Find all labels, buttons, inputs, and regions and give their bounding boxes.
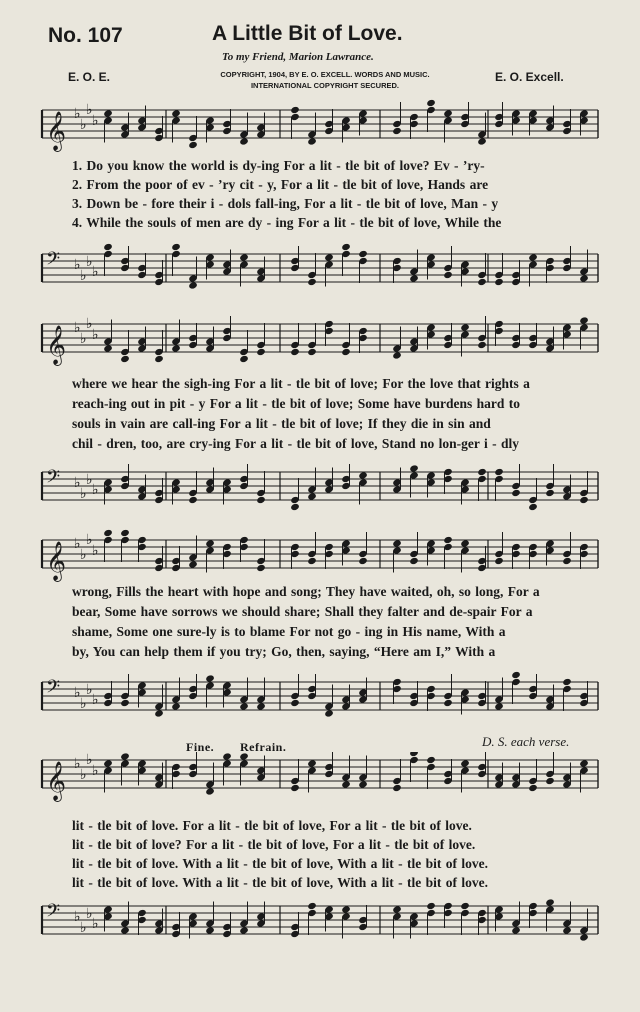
copyright-notice xyxy=(190,69,460,91)
flat-icon: ♭ xyxy=(74,909,81,925)
flat-icon: ♭ xyxy=(80,117,87,133)
flat-icon: ♭ xyxy=(74,685,81,701)
lyric-line: shame, Some one sure-ly is to blame For not go - ing in His name, With a xyxy=(72,624,506,639)
music-system-1 xyxy=(40,96,600,311)
flat-icon: ♭ xyxy=(86,906,93,922)
dal-segno-label: D. S. each verse. xyxy=(482,734,570,749)
flat-icon: ♭ xyxy=(80,696,87,712)
lyric-line: bear, Some have sorrows we should share; Shall they falter and de-spair For a xyxy=(72,604,533,619)
flat-icon: ♭ xyxy=(80,767,87,783)
flat-icon: ♭ xyxy=(92,327,99,343)
treble-clef-icon: 𝄞 xyxy=(46,325,67,365)
music-system-2 xyxy=(40,316,600,526)
treble-staff xyxy=(40,752,600,812)
flat-icon: ♭ xyxy=(74,475,81,491)
bass-staff xyxy=(40,662,600,726)
treble-clef-icon: 𝄞 xyxy=(46,111,67,151)
bass-clef-icon: 𝄢 xyxy=(46,467,61,492)
flat-icon: ♭ xyxy=(86,472,93,488)
copyright-line: INTERNATIONAL COPYRIGHT SECURED. xyxy=(250,81,400,90)
treble-staff xyxy=(40,526,600,586)
treble-staff xyxy=(40,316,600,376)
lyric-line: lit - tle bit of love. For a lit - tle bit of love, For a lit - tle bit of love. xyxy=(72,818,472,833)
flat-icon: ♭ xyxy=(80,268,87,284)
treble-staff xyxy=(40,96,600,156)
flat-icon: ♭ xyxy=(86,102,93,118)
flat-icon: ♭ xyxy=(74,536,81,552)
flat-icon: ♭ xyxy=(92,264,99,280)
flat-icon: ♭ xyxy=(92,916,99,932)
lyric-line: where we hear the sigh-ing For a lit - tle bit of love; For the love that rights a xyxy=(72,376,530,391)
lyric-line: reach-ing out in pit - y For a lit - tle bit of love; Some have burdens hard to xyxy=(72,396,520,411)
lyric-line: souls in vain are call-ing For a lit - tle bit of love; If they die in sin and xyxy=(72,416,491,431)
flat-icon: ♭ xyxy=(74,106,81,122)
flat-icon: ♭ xyxy=(86,254,93,270)
bass-clef-icon: 𝄢 xyxy=(46,901,61,926)
flat-icon: ♭ xyxy=(86,532,93,548)
lyric-line: 2. From the poor of ev - ’ry cit - y, For a lit - tle bit of love, Hands are xyxy=(72,177,489,192)
flat-icon: ♭ xyxy=(80,547,87,563)
lyric-line: 3. Down be - fore their i - dols fall-ing, For a lit - tle bit of love, Man - y xyxy=(72,196,499,211)
flat-icon: ♭ xyxy=(86,752,93,768)
hymn-title: A Little Bit of Love. xyxy=(212,22,403,45)
flat-icon: ♭ xyxy=(80,331,87,347)
treble-clef-icon: 𝄞 xyxy=(46,761,67,801)
flat-icon: ♭ xyxy=(92,763,99,779)
flat-icon: ♭ xyxy=(86,682,93,698)
lyric-line: by, You can help them if you try; Go, then, saying, “Here am I,” With a xyxy=(72,644,496,659)
flat-icon: ♭ xyxy=(92,482,99,498)
music-system-4 xyxy=(40,752,600,964)
bass-clef-icon: 𝄢 xyxy=(46,249,61,274)
flat-icon: ♭ xyxy=(92,543,99,559)
flat-icon: ♭ xyxy=(74,257,81,273)
flat-icon: ♭ xyxy=(92,113,99,129)
flat-icon: ♭ xyxy=(74,320,81,336)
fine-label: Fine. xyxy=(186,740,215,754)
hymn-number: No. 107 xyxy=(48,24,123,47)
lyric-line: lit - tle bit of love. With a lit - tle bit of love, With a lit - tle bit of love. xyxy=(72,856,488,871)
copyright-line: COPYRIGHT, 1904, BY E. O. EXCELL. WORDS AND MUSIC. xyxy=(220,70,430,79)
bass-staff xyxy=(40,892,600,964)
dedication: To my Friend, Marion Lawrance. xyxy=(222,51,374,63)
refrain-label: Refrain. xyxy=(240,740,287,754)
music-system-3 xyxy=(40,526,600,726)
lyric-line: wrong, Fills the heart with hope and song; They have waited, oh, so long, For a xyxy=(72,584,540,599)
treble-clef-icon: 𝄞 xyxy=(46,541,67,581)
flat-icon: ♭ xyxy=(80,486,87,502)
flat-icon: ♭ xyxy=(92,692,99,708)
lyric-line: chil - dren, too, are cry-ing For a lit - tle bit of love, Stand no lon-ger i - dly xyxy=(72,436,519,451)
flat-icon: ♭ xyxy=(74,756,81,772)
bass-staff xyxy=(40,456,600,532)
flat-icon: ♭ xyxy=(86,316,93,332)
lyric-line: 4. While the souls of men are dy - ing For a lit - tle bit of love, While the xyxy=(72,215,502,230)
composer: E. O. Excell. xyxy=(495,70,564,84)
lyric-line: lit - tle bit of love? For a lit - tle bit of love, For a lit - tle bit of love. xyxy=(72,837,476,852)
lyric-line: lit - tle bit of love. With a lit - tle bit of love, With a lit - tle bit of love. xyxy=(72,875,488,890)
lyric-line: 1. Do you know the world is dy-ing For a lit - tle bit of love? Ev - ’ry- xyxy=(72,158,485,173)
bass-staff xyxy=(40,234,600,314)
flat-icon: ♭ xyxy=(80,920,87,936)
bass-clef-icon: 𝄢 xyxy=(46,677,61,702)
lyricist: E. O. E. xyxy=(68,70,111,84)
